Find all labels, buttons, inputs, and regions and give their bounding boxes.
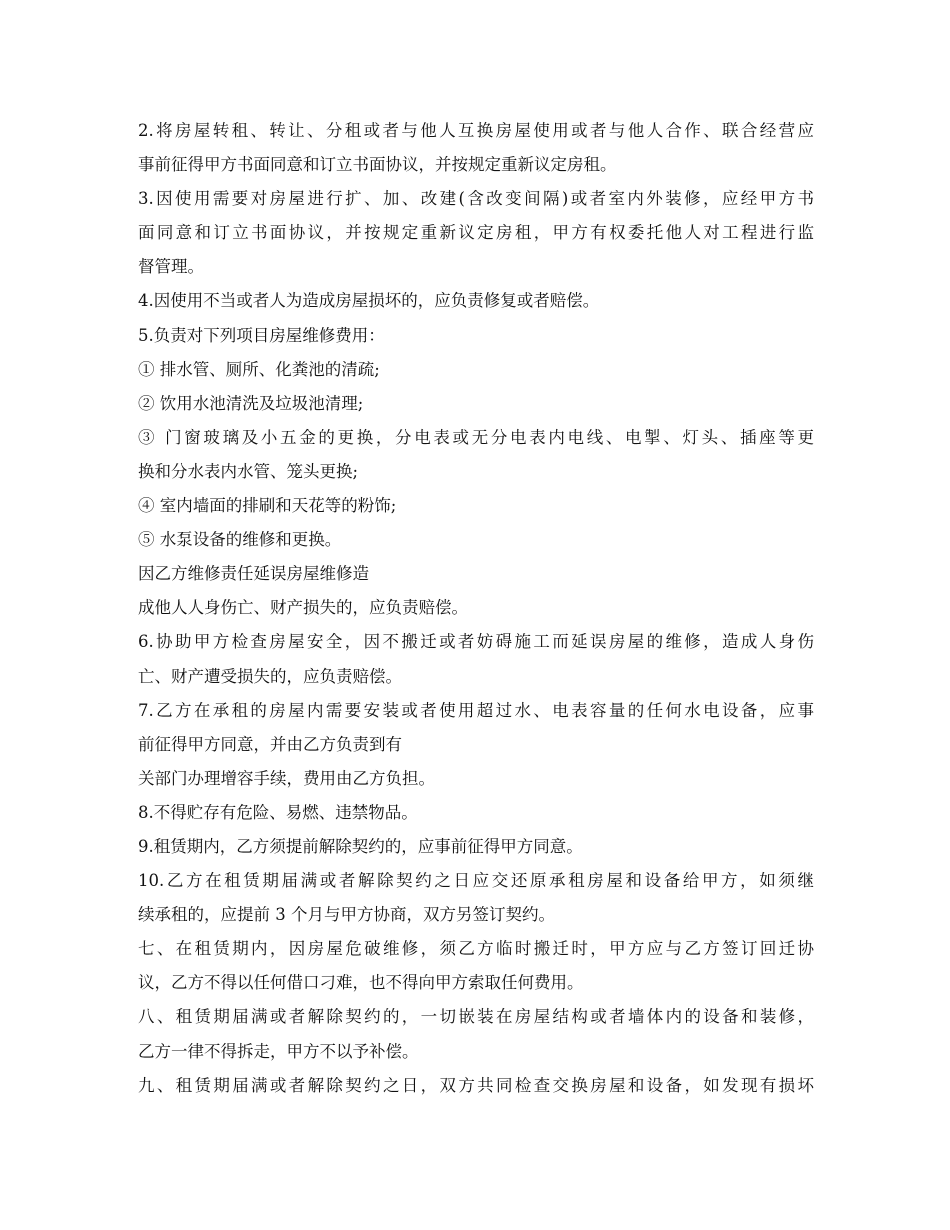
text-line: 10.乙方在租赁期届满或者解除契约之日应交还原承租房屋和设备给甲方，如须继 [138, 871, 814, 891]
text-line: 八、租赁期届满或者解除契约的，一切嵌装在房屋结构或者墙体内的设备和装修， [138, 1007, 814, 1027]
text-line: 议，乙方不得以任何借口刁难，也不得向甲方索取任何费用。 [138, 973, 584, 993]
text-line: ① 排水管、厕所、化粪池的清疏; [138, 359, 380, 379]
text-line: 8.不得贮存有危险、易燃、违禁物品。 [138, 802, 418, 822]
document-body [138, 114, 814, 1103]
text-line: 成他人人身伤亡、财产损失的，应负责赔偿。 [138, 598, 468, 618]
text-line: 6.协助甲方检查房屋安全，因不搬迁或者妨碍施工而延误房屋的维修，造成人身伤 [138, 632, 814, 652]
text-line: 3.因使用需要对房屋进行扩、加、改建(含改变间隔)或者室内外装修，应经甲方书 [138, 189, 814, 209]
text-line: 九、租赁期届满或者解除契约之日，双方共同检查交换房屋和设备，如发现有损坏 [138, 1075, 814, 1095]
text-line: 4.因使用不当或者人为造成房屋损坏的，应负责修复或者赔偿。 [138, 291, 600, 311]
text-line: 七、在租赁期内，因房屋危破维修，须乙方临时搬迁时，甲方应与乙方签订回迁协 [138, 939, 814, 959]
text-line: 事前征得甲方书面同意和订立书面协议，并按规定重新议定房租。 [138, 155, 617, 175]
text-line: 5.负责对下列项目房屋维修费用： [138, 325, 385, 345]
text-line: 2.将房屋转租、转让、分租或者与他人互换房屋使用或者与他人合作、联合经营应 [138, 121, 814, 140]
text-line: 换和分水表内水管、笼头更换; [138, 461, 359, 481]
text-line: 因乙方维修责任延误房屋维修造 [138, 564, 369, 584]
text-line: 关部门办理增容手续，费用由乙方负担。 [138, 768, 435, 788]
text-line: ⑤ 水泵设备的维修和更换。 [138, 530, 342, 550]
text-line: 面同意和订立书面协议，并按规定重新议定房租，甲方有权委托他人对工程进行监 [138, 223, 814, 243]
text-line: 9.租赁期内，乙方须提前解除契约的，应事前征得甲方同意。 [138, 836, 583, 856]
text-line: 督管理。 [138, 257, 204, 277]
text-line: 乙方一律不得拆走，甲方不以予补偿。 [138, 1041, 419, 1061]
text-line: 前征得甲方同意，并由乙方负责到有 [138, 734, 402, 754]
text-line: 7.乙方在承租的房屋内需要安装或者使用超过水、电表容量的任何水电设备，应事 [138, 700, 814, 720]
text-line: 亡、财产遭受损失的，应负责赔偿。 [138, 666, 402, 686]
text-line: ④ 室内墙面的排刷和天花等的粉饰; [138, 496, 397, 516]
text-line: 续承租的，应提前 3 个月与甲方协商，双方另签订契约。 [138, 905, 555, 925]
text-line: ② 饮用水池清洗及垃圾池清理; [138, 393, 364, 413]
text-line: ③ 门窗玻璃及小五金的更换，分电表或无分电表内电线、电掣、灯头、插座等更 [138, 427, 814, 447]
